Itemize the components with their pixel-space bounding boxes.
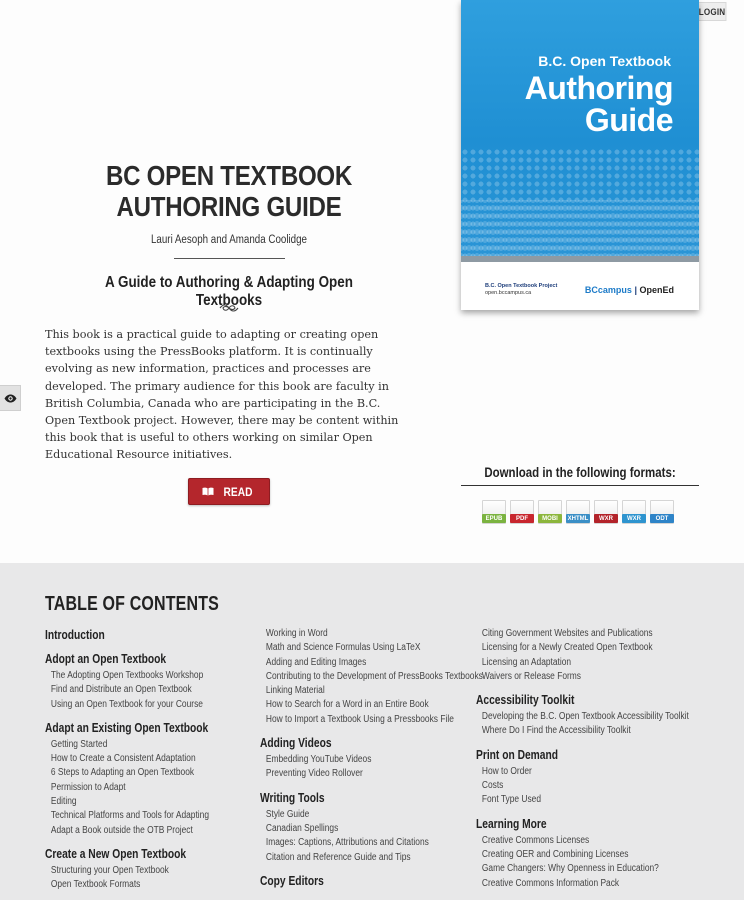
- read-button[interactable]: [188, 478, 270, 505]
- toc-chapter-link[interactable]: Editing: [50, 796, 77, 808]
- cover-footer-left: [485, 283, 557, 297]
- read-button-label: READ: [224, 484, 253, 499]
- divider: [461, 485, 699, 486]
- toc-chapter-link[interactable]: Creative Commons Information Pack: [481, 877, 620, 889]
- cover-pattern-lower: [461, 200, 699, 256]
- toc-chapter-link[interactable]: Embedding YouTube Videos: [265, 754, 372, 766]
- toc-section[interactable]: Copy Editors: [260, 873, 324, 888]
- book-open-icon: [202, 487, 214, 496]
- toc-chapter-link[interactable]: Contributing to the Development of PressBooks Textbooks: [265, 670, 483, 682]
- format-label: WXR: [622, 514, 646, 523]
- logo-separator: |: [634, 285, 637, 295]
- toc-chapter-link[interactable]: Developing the B.C. Open Textbook Accessibility Toolkit: [481, 711, 689, 723]
- toc-section[interactable]: Accessibility Toolkit: [476, 693, 575, 708]
- toc-chapter-link[interactable]: Adapt a Book outside the OTB Project: [50, 824, 193, 836]
- toc-chapter-link[interactable]: Game Changers: Why Openness in Education?: [481, 863, 659, 875]
- cover-series: B.C. Open Textbook: [538, 53, 671, 69]
- toc-chapter-link[interactable]: Where Do I Find the Accessibility Toolkit: [481, 725, 631, 737]
- toc-section[interactable]: Print on Demand: [476, 747, 559, 762]
- toc-section[interactable]: Adding Videos: [260, 736, 332, 751]
- toc-section[interactable]: Create a New Open Textbook: [45, 846, 187, 861]
- toc-chapter-link[interactable]: Waivers or Release Forms: [481, 670, 581, 682]
- toc-chapter-link[interactable]: Preventing Video Rollover: [265, 768, 363, 780]
- download-mobi-icon[interactable]: [538, 500, 562, 524]
- cover-footer-logos: [585, 285, 674, 295]
- format-label: ODT: [650, 514, 674, 523]
- download-xhtml-icon[interactable]: [566, 500, 590, 524]
- toc-section[interactable]: Adapt an Existing Open Textbook: [45, 720, 209, 735]
- toc-section[interactable]: Writing Tools: [260, 790, 325, 805]
- toc-chapter-link[interactable]: Font Type Used: [481, 794, 542, 806]
- toc-chapter-link[interactable]: Costs: [481, 780, 504, 792]
- toc-chapter-link[interactable]: Open Textbook Formats: [50, 879, 141, 891]
- download-wxr-icon[interactable]: [594, 500, 618, 524]
- toc-chapter-link[interactable]: How to Order: [481, 765, 532, 777]
- toc-chapter-link[interactable]: Linking Material: [265, 685, 325, 697]
- cover-title-line2: Guide: [584, 102, 673, 138]
- toc-section[interactable]: Adopt an Open Textbook: [45, 652, 167, 666]
- toc-chapter-link[interactable]: Structuring your Open Textbook: [50, 864, 169, 876]
- format-label: XHTML: [567, 515, 589, 522]
- format-label: WXR: [594, 514, 618, 523]
- toc-chapter-link[interactable]: Citing Government Websites and Publications: [481, 628, 653, 639]
- bccampus-logo: BCcampus: [584, 285, 632, 295]
- cover-title: [525, 72, 673, 136]
- cover-band: [461, 256, 699, 262]
- toc-chapter-link[interactable]: 6 Steps to Adapting an Open Textbook: [50, 767, 195, 779]
- toc-chapter-link[interactable]: Math and Science Formulas Using LaTeX: [265, 642, 421, 654]
- accessibility-toggle[interactable]: [0, 385, 21, 411]
- cover-footer-url: open.bccampus.ca: [485, 290, 532, 296]
- format-label: EPUB: [482, 514, 506, 523]
- toc-chapter-link[interactable]: How to Create a Consistent Adaptation: [50, 753, 196, 765]
- toc-chapter-link[interactable]: Technical Platforms and Tools for Adapting: [50, 810, 210, 822]
- toc-heading: TABLE OF CONTENTS: [45, 593, 219, 615]
- toc-section[interactable]: Introduction: [45, 628, 105, 642]
- book-title: BC OPEN TEXTBOOK AUTHORING GUIDE: [105, 160, 353, 222]
- toc-column-3: [476, 627, 729, 891]
- book-subtitle: A Guide to Authoring & Adapting Open Textbooks: [105, 274, 353, 309]
- download-odt-icon[interactable]: [650, 500, 674, 524]
- toc-chapter-link[interactable]: Licensing for a Newly Created Open Textbook: [481, 642, 653, 654]
- toc-chapter-link[interactable]: Getting Started: [50, 738, 108, 750]
- toc-chapter-link[interactable]: Citation and Reference Guide and Tips: [265, 851, 411, 863]
- toc-chapter-link[interactable]: Working in Word: [265, 628, 328, 639]
- login-button[interactable]: LOGIN: [698, 2, 727, 21]
- opened-logo: OpenEd: [639, 285, 674, 295]
- toc-chapter-link[interactable]: Licensing an Adaptation: [481, 656, 572, 668]
- format-label: PDF: [510, 514, 534, 523]
- cover-footer-project: B.C. Open Textbook Project: [485, 283, 558, 289]
- download-formats: [482, 500, 674, 524]
- toc-column-1: [45, 627, 244, 893]
- cover-title-line1: Authoring: [524, 70, 673, 106]
- download-epub-icon[interactable]: [482, 500, 506, 524]
- toc-section[interactable]: Learning More: [476, 816, 547, 831]
- toc-chapter-link[interactable]: Find and Distribute an Open Textbook: [50, 684, 192, 696]
- book-authors: Lauri Aesoph and Amanda Coolidge: [150, 234, 307, 246]
- download-pdf-icon[interactable]: [510, 500, 534, 524]
- toc-chapter-link[interactable]: The Adopting Open Textbooks Workshop: [50, 670, 204, 681]
- toc-chapter-link[interactable]: Creating OER and Combining Licenses: [481, 848, 629, 860]
- toc-chapter-link[interactable]: Using an Open Textbook for your Course: [50, 698, 203, 710]
- toc-chapter-link[interactable]: Creative Commons Licenses: [481, 834, 590, 846]
- toc-chapter-link[interactable]: Adding and Editing Images: [265, 656, 367, 668]
- download-title: Download in the following formats:: [484, 464, 676, 480]
- flourish-icon: [219, 303, 239, 313]
- format-label: MOBI: [538, 514, 562, 523]
- book-cover[interactable]: [461, 0, 699, 310]
- download-wxr-icon[interactable]: [622, 500, 646, 524]
- book-description: This book is a practical guide to adapting or creating open textbooks using the PressBooks platform. It is continually evolving as new information, practices and processes are developed. The primary audience for this book are faculty in British Columbia, Canada who are participating in the B.C. Open Textbook project. However, there may be content within this book that is useful to others working on similar Open Educational Resource initiatives.: [45, 328, 399, 462]
- divider: [174, 258, 285, 259]
- toc-chapter-link[interactable]: Style Guide: [265, 808, 310, 820]
- eye-icon: [4, 394, 17, 403]
- toc-chapter-link[interactable]: Canadian Spellings: [265, 822, 339, 834]
- toc-chapter-link[interactable]: How to Search for a Word in an Entire Book: [265, 699, 429, 711]
- toc-chapter-link[interactable]: How to Import a Textbook Using a Pressbooks File: [265, 713, 454, 725]
- toc-chapter-link[interactable]: Images: Captions, Attributions and Citations: [265, 837, 429, 849]
- toc-chapter-link[interactable]: Permission to Adapt: [50, 781, 126, 793]
